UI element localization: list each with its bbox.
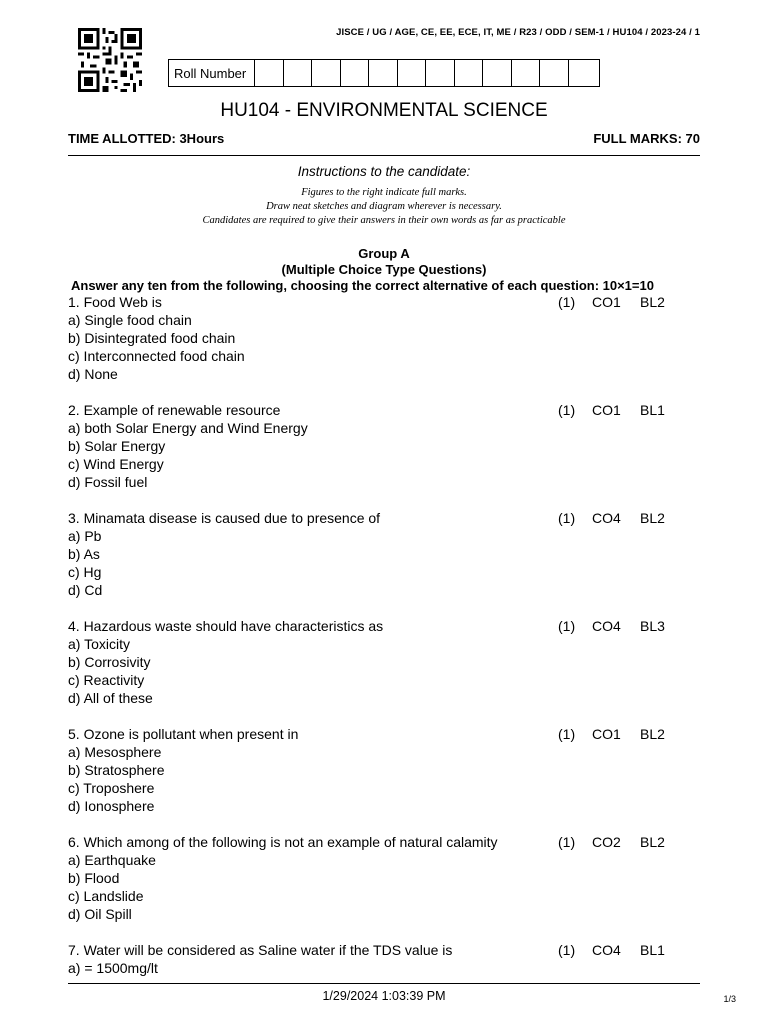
question-option: a) Single food chain (68, 312, 192, 328)
roll-number-cell (284, 60, 313, 86)
question-option: c) Landslide (68, 888, 144, 904)
question-option: c) Wind Energy (68, 456, 164, 472)
divider (68, 155, 700, 156)
exam-code-header: JISCE / UG / AGE, CE, EE, ECE, IT, ME / R23 / ODD / SEM-1 / HU104 / 2023-24 / 1 (336, 27, 700, 38)
question-option: a) Pb (68, 528, 102, 544)
question-row (68, 941, 708, 959)
question-option: d) Cd (68, 582, 103, 598)
roll-number-cell (512, 60, 541, 86)
full-marks: FULL MARKS: 70 (593, 131, 700, 146)
question-marks: (1) (558, 618, 576, 634)
question-option: a) Toxicity (68, 636, 130, 652)
question-option: b) Corrosivity (68, 654, 151, 670)
question-bl: BL2 (640, 726, 665, 742)
question-item (68, 293, 708, 383)
question-bl: BL2 (640, 510, 665, 526)
roll-number-cell (369, 60, 398, 86)
instruction-line: Candidates are required to give their answers in their own words as far as practicable (202, 215, 566, 226)
question-row (68, 509, 708, 527)
question-marks: (1) (558, 726, 576, 742)
question-co: CO4 (592, 510, 621, 526)
question-option: c) Interconnected food chain (68, 348, 245, 364)
group-heading (0, 246, 768, 278)
question-option: a) Mesosphere (68, 744, 162, 760)
question-option: d) None (68, 366, 118, 382)
roll-number-cell (255, 60, 284, 86)
group-instruction: Answer any ten from the following, choosing the correct alternative of each question: 10×1=10 (71, 278, 654, 293)
question-item (68, 725, 708, 815)
roll-number-box (168, 59, 600, 87)
question-option: b) As (68, 546, 100, 562)
question-item (68, 401, 708, 491)
question-text: 2. Example of renewable resource (68, 402, 281, 418)
question-option: b) Disintegrated food chain (68, 330, 236, 346)
roll-number-cell (398, 60, 427, 86)
question-marks: (1) (558, 510, 576, 526)
question-option: b) Solar Energy (68, 438, 166, 454)
instructions-heading: Instructions to the candidate: (297, 164, 471, 179)
qr-code-icon (78, 27, 142, 93)
question-bl: BL2 (640, 294, 665, 310)
roll-number-cell (483, 60, 512, 86)
time-marks-line (68, 131, 700, 146)
question-bl: BL1 (640, 942, 665, 958)
question-option: d) All of these (68, 690, 153, 706)
question-marks: (1) (558, 834, 576, 850)
question-row (68, 293, 708, 311)
question-row (68, 833, 708, 851)
question-co: CO4 (592, 942, 621, 958)
question-text: 1. Food Web is (68, 294, 162, 310)
question-text: 5. Ozone is pollutant when present in (68, 726, 299, 742)
question-option: c) Hg (68, 564, 102, 580)
question-item (68, 833, 708, 923)
question-row (68, 617, 708, 635)
question-option: b) Stratosphere (68, 762, 165, 778)
question-bl: BL1 (640, 402, 665, 418)
question-text: 3. Minamata disease is caused due to presence of (68, 510, 381, 526)
question-marks: (1) (558, 294, 576, 310)
roll-number-cell (455, 60, 484, 86)
question-co: CO1 (592, 294, 621, 310)
question-item (68, 941, 708, 977)
footer-timestamp: 1/29/2024 1:03:39 PM (322, 989, 446, 1003)
question-row (68, 401, 708, 419)
question-text: 4. Hazardous waste should have characteristics as (68, 618, 384, 634)
question-text: 7. Water will be considered as Saline water if the TDS value is (68, 942, 453, 958)
page-title: HU104 - ENVIRONMENTAL SCIENCE (220, 100, 548, 121)
question-text: 6. Which among of the following is not an example of natural calamity (68, 834, 498, 850)
question-bl: BL3 (640, 618, 665, 634)
question-option: d) Ionosphere (68, 798, 155, 814)
roll-number-cell (341, 60, 370, 86)
question-item (68, 509, 708, 599)
question-co: CO1 (592, 402, 621, 418)
question-co: CO1 (592, 726, 621, 742)
roll-number-cell (540, 60, 569, 86)
question-option: c) Troposhere (68, 780, 155, 796)
footer-divider (68, 983, 700, 984)
group-subtitle: (Multiple Choice Type Questions) (281, 262, 487, 277)
question-option: b) Flood (68, 870, 120, 886)
question-co: CO4 (592, 618, 621, 634)
page-number: 1/3 (723, 994, 736, 1004)
question-option: d) Oil Spill (68, 906, 132, 922)
instruction-line: Draw neat sketches and diagram wherever is necessary. (266, 201, 502, 212)
instructions-list (0, 186, 768, 228)
roll-number-cell (426, 60, 455, 86)
question-option: c) Reactivity (68, 672, 145, 688)
question-option: a) = 1500mg/lt (68, 960, 158, 976)
question-option: d) Fossil fuel (68, 474, 148, 490)
time-allotted: TIME ALLOTTED: 3Hours (68, 131, 225, 146)
roll-number-cell (569, 60, 598, 86)
question-option: a) both Solar Energy and Wind Energy (68, 420, 308, 436)
question-co: CO2 (592, 834, 621, 850)
roll-number-label: Roll Number (169, 60, 255, 86)
group-title: Group A (358, 246, 410, 261)
question-marks: (1) (558, 942, 576, 958)
question-option: a) Earthquake (68, 852, 156, 868)
instruction-line: Figures to the right indicate full marks. (301, 187, 467, 198)
question-row (68, 725, 708, 743)
question-marks: (1) (558, 402, 576, 418)
roll-number-cell (312, 60, 341, 86)
question-bl: BL2 (640, 834, 665, 850)
question-item (68, 617, 708, 707)
question-list (68, 293, 708, 995)
